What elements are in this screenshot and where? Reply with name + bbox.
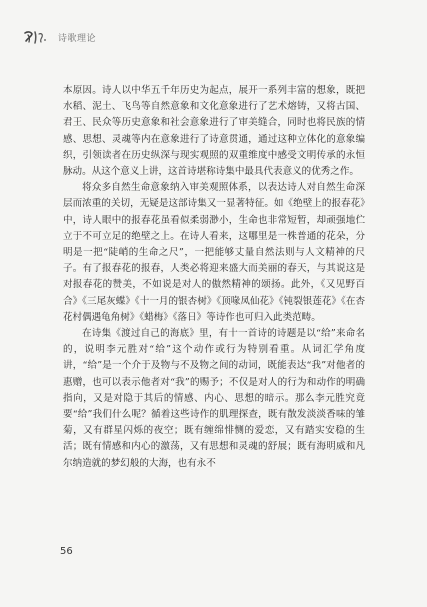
paragraph: 本原因。诗人以中华五千年历史为起点，展开一系列丰富的想象，既把水稻、泥土、飞鸟等自然意象和文化意象进行了艺术熔铸，又将古国、君王、民众等历史意象和社会意象进行了审美缝合，同时也将民族的情感、思想、灵魂等内在意象进行了诗意贯通，通过这种立体化的意象编织，引领读者在历史纵深与现实观照的双重维度中感受文明传承的永恒脉动。从这个意义上讲，这首诗堪称诗集中最具代表意义的优秀之作。 [63,85,365,178]
running-header [22,28,96,46]
body-text [63,83,365,472]
page-number: 56 [60,546,73,557]
paragraph: 将众多自然生命意象纳入审美观照体系，以表达诗人对自然生命深层而浓重的关切，无疑是这部诗集又一显著特征。如《绝壁上的报春花》中，诗人眼中的报春花虽看似柔弱渺小，生命也非常短暂，却顽强地伫立于不可立足的绝壁之上。在诗人看来，这哪里是一株普通的花朵，分明是一把“陡峭的生命之尺”，一把能够丈量自然法则与人文精神的尺子。有了报春花的报春，人类必将迎来盛大而美丽的春天，与其说这是对报春花的赞美，不如说是对人的傲然精神的颂扬。此外，《又见野百合》《三尾灰蝶》《十一月的银杏树》《顶喙凤仙花》《钝裂银莲花》《在杏花村偶遇龟角树》《蜡梅》《落日》等诗作也可归入此类范畴。 [63,182,365,323]
calligraphy-logo-icon [22,29,54,45]
paragraph: 在诗集《渡过自己的海底》里，有十一首诗的诗题是以“给”来命名的，说明李元胜对“给”这个动作或行为特别看重。从词汇学角度讲，“给”是一个介于及物与不及物之间的动词，既能表达“我”对他者的惠赠，也可以表示他者对“我”的赐予；不仅是对人的行为和动作的明确指向，又是对隐于其后的情感、内心、思想的暗示。那么李元胜究竟要“给”我们什么呢？循着这些诗作的肌理探查，既有散发淡淡香味的雏菊，又有群星闪烁的夜空；既有缠绵悱恻的爱恋，又有踏实安稳的生活；既有情感和内心的激荡，又有思想和灵魂的舒展；既有海明威和凡尔纳造就的梦幻般的大海，也有永不 [63,328,365,469]
section-title: 诗歌理论 [58,33,97,44]
